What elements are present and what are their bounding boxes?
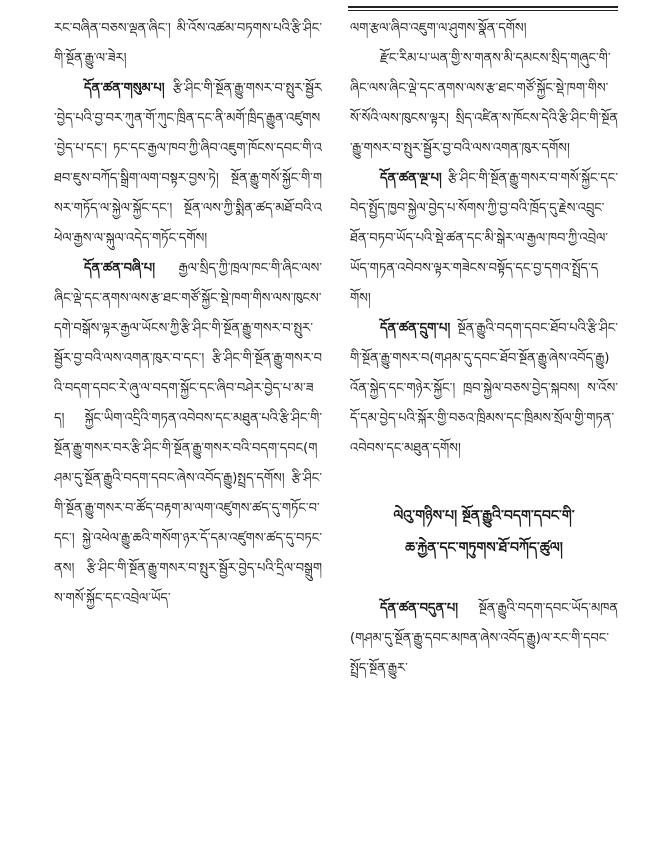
article-number: དོན་ཚན་བཞི་པ། (84, 261, 155, 276)
article-number: དོན་ཚན་བདུན་པ། (380, 601, 459, 616)
right-column (350, 14, 618, 844)
left-column (54, 14, 322, 844)
chapter-heading-line1: ལེའུ་གཉིས་པ། སྔོན་རྒྱུའི་བདག་དབང་གི་ (393, 508, 575, 524)
chapter-heading (350, 500, 618, 564)
paragraph-text: རྒྱལ་སྲིད་ཀྱི་ཁྲལ་ཁང་གི་ཞིང་ལས་ཞིང་ལྡེ་དང་ནགས་ལས་རྩ་ཐང་གཙོ་སྐྱོང་སྡེ་ཁག་གིས་ལས་ཁུངས་དགེ་བསྒོས་ལྟར་རྒྱལ་ཡོངས་ཀྱི་རྩི་ཤིང་གི་སྔོན་རྒྱུ་གསར་བ་སྤུར་སྦྱོར་བྱ་བའི་ལས་འགན་ཁུར་བ་དང་། རྩི་ཤིང་གི་སྔོན་རྒྱུ་གསར་བའི་བདག་དབང་རེ་ཞུ་ལ་བདག་སྐྱོང་དང་ཞིབ་བཤེར་བྱེད་པ་མ་ཟད། སྐྱོང་ཡིག་འདྲིའི་གཏན་འབེབས་དང་མཐུན་པའི་རྩི་ཤིང་གི་སྔོན་རྒྱུ་གསར་བར་རྩི་ཤིང་གི་སྔོན་རྒྱུ་གསར་བའི་བདག་དབང(གཤམ་དུ་སྔོན་རྒྱུའི་བདག་དབང་ཞེས་འབོད་རྒྱུ)སྤྲད་དགོས། རྩི་ཤིང་གི་སྔོན་རྒྱུ་གསར་བ་ཚོད་བརྟག་མ་ལག་འཛུགས་ཚད་དུ་གཏོང་བ་དང་། སྐྱེ་འཕེལ་རྒྱུ་ཆའི་གསོག་ཉར་དོ་དམ་འཛུགས་ཚད་དུ་བཏང་ནས། རྩི་ཤིང་གི་སྔོན་རྒྱུ་གསར་བ་སྤུར་སྦྱོར་བྱེད་པའི་དྲིལ་བསྒྲུགས་གསོ་སྐྱོང་དང་འབྲེལ་ཡོད་ (54, 261, 322, 606)
article-5 (350, 164, 618, 314)
article-3 (54, 74, 322, 254)
paragraph-text: རང་བཞིན་བཅས་ལྡན་ཞིང་། མི་འོས་འཚམ་བཏགས་པའི་རྩི་ཤིང་གི་སྔོན་རྒྱུ་ལ་ཟེར། (54, 21, 322, 66)
paragraph-continuation (54, 14, 322, 74)
article-4 (54, 254, 322, 614)
article-number: དོན་ཚན་དྲུག་པ། (380, 321, 451, 336)
paragraph-text: ལག་རྩལ་ཞིབ་འཇུག་ལ་ཤུགས་སྣོན་དགོས། (350, 21, 527, 36)
paragraph-text: རྫོང་རིམ་པ་ཡན་གྱི་ས་གནས་མི་དམངས་སྲིད་གཞུང་གི་ཞིང་ལས་ཞིང་ལྡེ་དང་ནགས་ལས་རྩ་ཐང་གཙོ་སྐྱོང་སྡེ་ཁག་གིས་སོ་སོའི་ལས་ཁུངས་ལྟར། སྲིད་འཛིན་ས་ཁོངས་དེའི་རྩི་ཤིང་གི་སྔོན་རྒྱུ་གསར་བ་སྤུར་སྦྱོར་བྱ་བའི་ལས་འགན་ཁུར་དགོས། (350, 51, 618, 156)
paragraph-text: སྔོན་རྒྱུའི་བདག་དབང་ཐོབ་པའི་རྩི་ཤིང་གི་སྔོན་རྒྱུ་གསར་བ(གཤམ་དུ་དབང་ཐོབ་སྔོན་རྒྱུ་ཞེས་འབོད་རྒྱུ)འོན་སྐྱེད་དང་གཉེར་སྐྱོང་། ཁྲབ་སྐྱེལ་བཅས་བྱེད་སྐབས། ས་འོས་དོ་དམ་བྱེད་པའི་སྐོར་གྱི་བཅའ་ཁྲིམས་དང་ཁྲིམས་སྲོལ་གྱི་གཏན་འབེབས་དང་མཐུན་དགོས། (350, 321, 618, 456)
paragraph-text: སྔོན་རྒྱུའི་བདག་དབང་ཡོད་མཁན(གཤམ་དུ་སྔོན་རྒྱུ་དབང་མཁན་ཞེས་འབོད་རྒྱུ)ལ་རང་གི་དབང་སྤྲོད་སྔོན་རྒྱུར་ (350, 601, 618, 676)
article-6 (350, 314, 618, 464)
top-rule-thin (348, 10, 618, 11)
top-rule (348, 6, 618, 8)
paragraph-continuation (350, 14, 618, 44)
article-number: དོན་ཚན་གསུམ་པ། (84, 81, 165, 96)
paragraph-text: རྩི་ཤིང་གི་སྔོན་རྒྱུ་གསར་བ་གསོ་སྐྱོང་དང་བེད་སྤྱོད་ཁྱབ་སྐྱེལ་བྱེད་པ་སོགས་ཀྱི་བྱ་བའི་ཁྲོད་དུ་རྗེས་འབྲུང་ཐོན་བཏབ་ཡོད་པའི་སྡེ་ཚན་དང་མི་སྒེར་ལ་རྒྱལ་ཁབ་ཀྱི་འབྲེལ་ཡོད་གཏན་འབེབས་ལྟར་གཟེངས་བསྟོད་དང་བྱ་དགའ་སྤྲོད་དགོས། (350, 171, 618, 306)
paragraph (350, 44, 618, 164)
article-number: དོན་ཚན་ལྔ་པ། (380, 171, 442, 186)
paragraph-text: རྩི་ཤིང་གི་སྔོན་རྒྱུ་གསར་བ་སྤུར་སྦྱོར་བྱེད་པའི་བྱ་བར་ཀུན་གོ་ཀུང་ཁྲིན་དང་ནི་མགོ་ཁྲིད་རྒྱུན་འཛུགས་བྱེད་པ་དང་། ཏང་དང་རྒྱལ་ཁབ་ཀྱི་ཞིབ་འཇུག་ཁོངས་དབང་གི་འཐབ་ཇུས་བཀོད་སྒྲིག་ལག་བསྟར་བྱས་ཏེ། སྔོན་རྒྱུ་གསོ་སྐྱོང་གི་གསར་གཏོད་ལ་སྐྱེལ་སྐྱོང་དང་། སྔོན་ལས་ཀྱི་སྨིན་ཚད་མཐོ་བའི་འཕེལ་རྒྱས་ལ་སྐུལ་འདེད་གཏོང་དགོས། (54, 81, 322, 246)
chapter-heading-line2: ཆ་རྐྱེན་དང་གཏུགས་ཐོ་བཀོད་ཚུལ། (405, 540, 563, 556)
article-7 (350, 594, 618, 684)
